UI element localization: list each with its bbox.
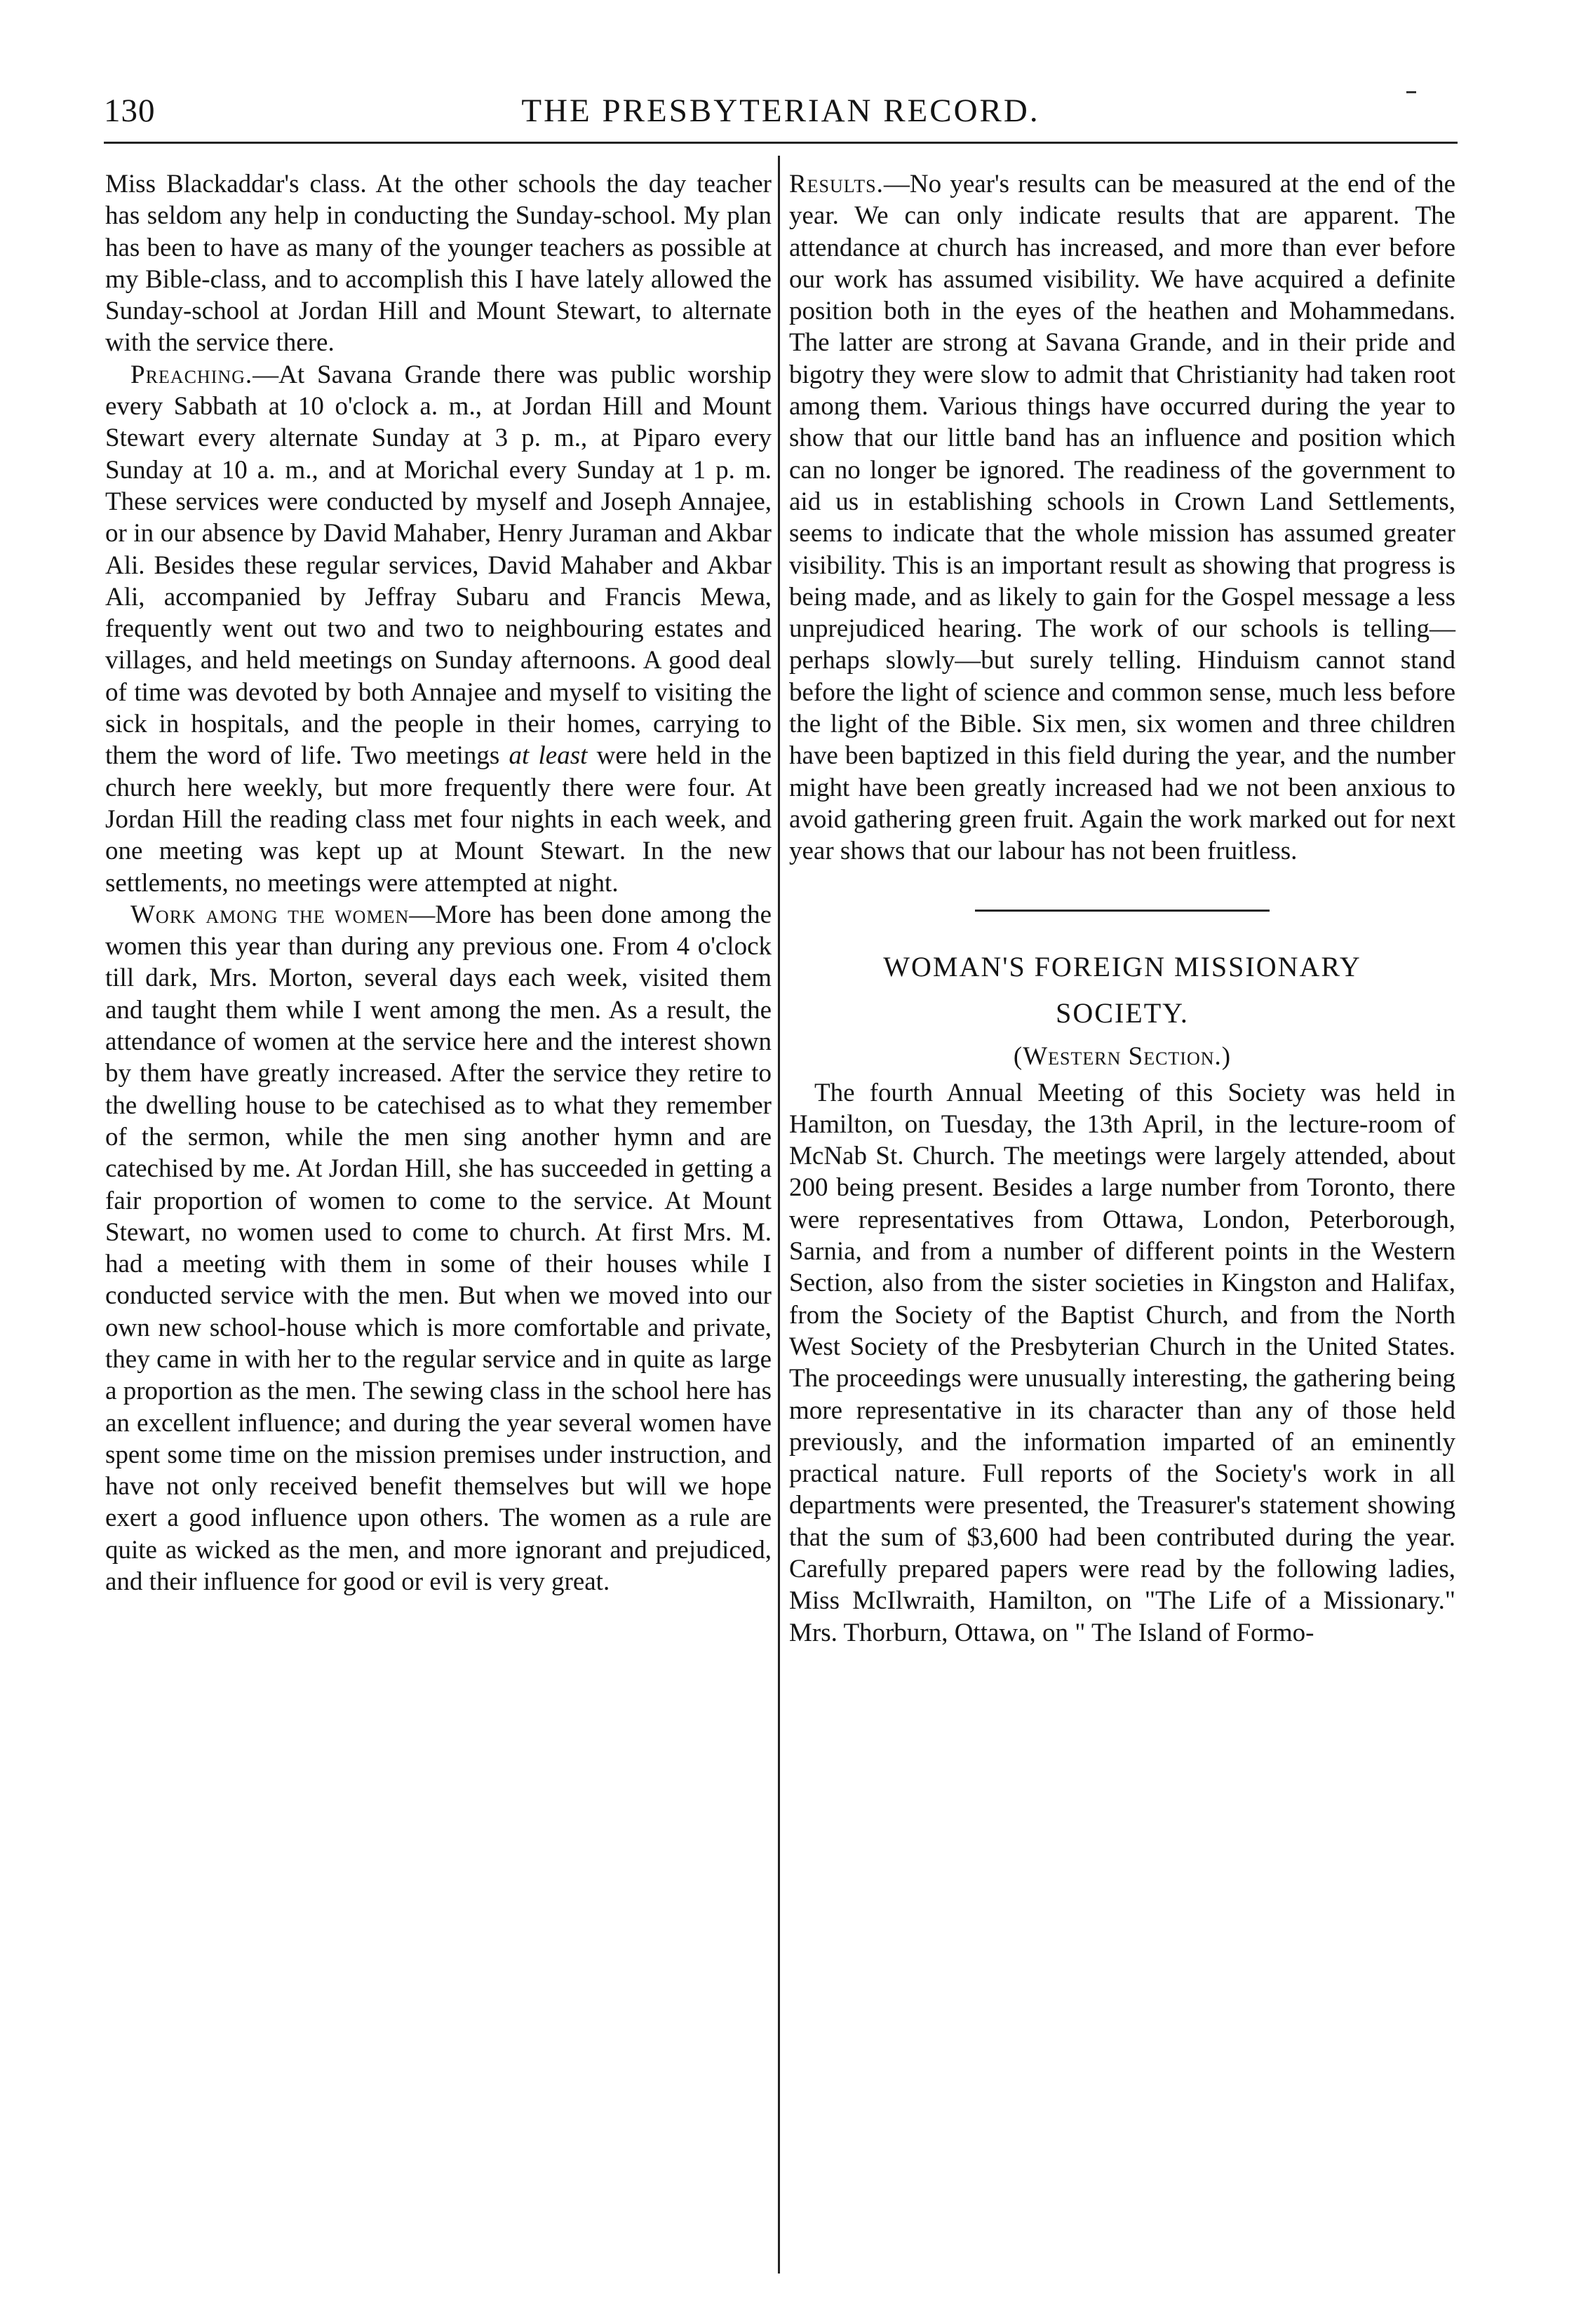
running-title: THE PRESBYTERIAN RECORD. [521,93,1040,129]
paragraph-results [789,168,1455,867]
paragraph-text: —No year's results can be measured at the end of the year. We can only indicate results that are apparent. The attendance at church has increased, and more than ever before our work has assumed visibility. We have acquired a definite position both in the eyes of the heathen and Mohammedans. The latter are strong at Savana Grande, and in their pride and bigotry they were slow to admit that Christianity had taken root among them. Various things have occurred during the year to show that our little band has an influence and position which can no longer be ignored. The readiness of the government to aid us in establishing schools in Crown Land Settlements, seems to indicate that the whole mission has assumed greater visibility. This is an important result as showing that progress is being made, and as likely to gain for the Gospel message a less unprejudiced hearing. The work of our schools is telling—perhaps slowly—but surely telling. Hinduism cannot stand before the light of science and common sense, much less before the light of the Bible. Six men, six women and three children have been baptized in this field during the year, and the number might have been greatly increased had we not been anxious to avoid gathering green fruit. Again the work marked out for next year shows that our labour has not been fruitless. [789,170,1455,866]
article-heading [789,944,1455,1036]
paragraph-continued [105,168,772,359]
article-heading-line1: WOMAN'S FOREIGN MISSIONARY [883,950,1361,982]
paragraph-text: The fourth Annual Meeting of this Society was held in Hamilton, on Tuesday, the 13th April, in the lecture-room of McNab St. Church. The meetings were largely attended, about 200 being present. Besides a large number from Toronto, there were representatives from Ottawa, London, Peterborough, Sarnia, and from a number of different points in the Western Section, also from the sister societies in Kingston and Halifax, from the Society of the Baptist Church, and from the North West Society of the Presbyterian Church in the United States. The proceedings were unusually interesting, the gathering being more representative in its character than any of those held previously, and the information imparted of an eminently practical nature. Full reports of the Society's work in all departments were presented, the Treasurer's statement showing that the sum of $3,600 had been contributed during the year. Carefully prepared papers were read by the following ladies, Miss McIlwraith, Hamilton, on "The Life of a Missionary." Mrs. Thorburn, Ottawa, on " The Island of Formo- [789,1078,1455,1647]
paragraph-text: —At Savana Grande there was public worship every Sabbath at 10 o'clock a. m., at Jordan Hill and Mount Stewart every alternate Sunday at 3 p. m., at Piparo every Sunday at 10 a. m., and at Morichal every Sunday at 1 p. m. These services were conducted by myself and Joseph Annajee, or in our absence by David Mahaber, Henry Juraman and Akbar Ali. Besides these regular services, David Mahaber and Akbar Ali, accompanied by Jeffray Subaru and Francis Mewa, frequently went out two and two to neighbouring estates and villages, and held meetings on Sunday afternoons. A good deal of time was devoted by both Annajee and myself to visiting the sick in hospitals, and the people in their homes, carrying to them the word of life. Two meetings [105,360,772,771]
paragraph-text: —More has been done among the women this year than during any previous one. From 4 o'clock till dark, Mrs. Morton, several days each week, visited them and taught them while I went among the men. As a result, the attendance of women at the service here and the interest shown by them have greatly increased. After the service they retire to the dwelling house to be catechised as to what they remember of the sermon, while the men sing another hymn and are catechised by me. At Jordan Hill, she has succeeded in getting a fair proportion of women to come to the service. At Mount Stewart, no women used to come to church. At first Mrs. M. had a meeting with them in some of their houses while I conducted service with the men. But when we moved into our own new school-house which is more comfortable and private, they came in with her to the regular service and in quite as large a proportion as the men. The sewing class in the school here has an excellent influence; and during the year several women have spent some time on the mission premises under instruction, and have not only received benefit themselves but will we hope exert a good influence upon others. The women as a rule are quite as wicked as the men, and more ignorant and prejudiced, and their influence for good or evil is very great. [105,900,772,1597]
article-heading-line2: SOCIETY. [1056,997,1189,1029]
left-column [105,168,772,1597]
paragraph-text: were held in the church here weekly, but more frequently there were four. At Jordan Hill the reading class met four nights in each week, and one meeting was kept up at Mount Stewart. In the new settlements, no meetings were attempted at night. [105,741,772,898]
page-header [104,84,1458,137]
section-lead-results: Results. [789,170,884,198]
section-lead-preaching: Preaching. [130,360,253,389]
section-rule [975,910,1270,912]
column-divider [778,156,780,2274]
print-mark [1406,91,1416,93]
paragraph-text: Miss Blackaddar's class. At the other schools the day teacher has seldom any help in conducting the Sunday-school. My plan has been to have as many of the younger teachers as possible at my Bible-class, and to accomplish this I have lately allowed the Sunday-school at Jordan Hill and Mount Stewart, to alternate with the service there. [105,170,772,358]
page-number: 130 [104,93,156,129]
emphasis-text: at least [509,741,588,771]
article-subheading: (Western Section.) [1013,1041,1232,1071]
right-column [789,168,1455,1649]
header-rule [104,142,1458,144]
paragraph-society [789,1077,1455,1649]
section-lead-women: Work among the women [130,900,410,929]
paragraph-preaching [105,359,772,899]
paragraph-women [105,899,772,1598]
